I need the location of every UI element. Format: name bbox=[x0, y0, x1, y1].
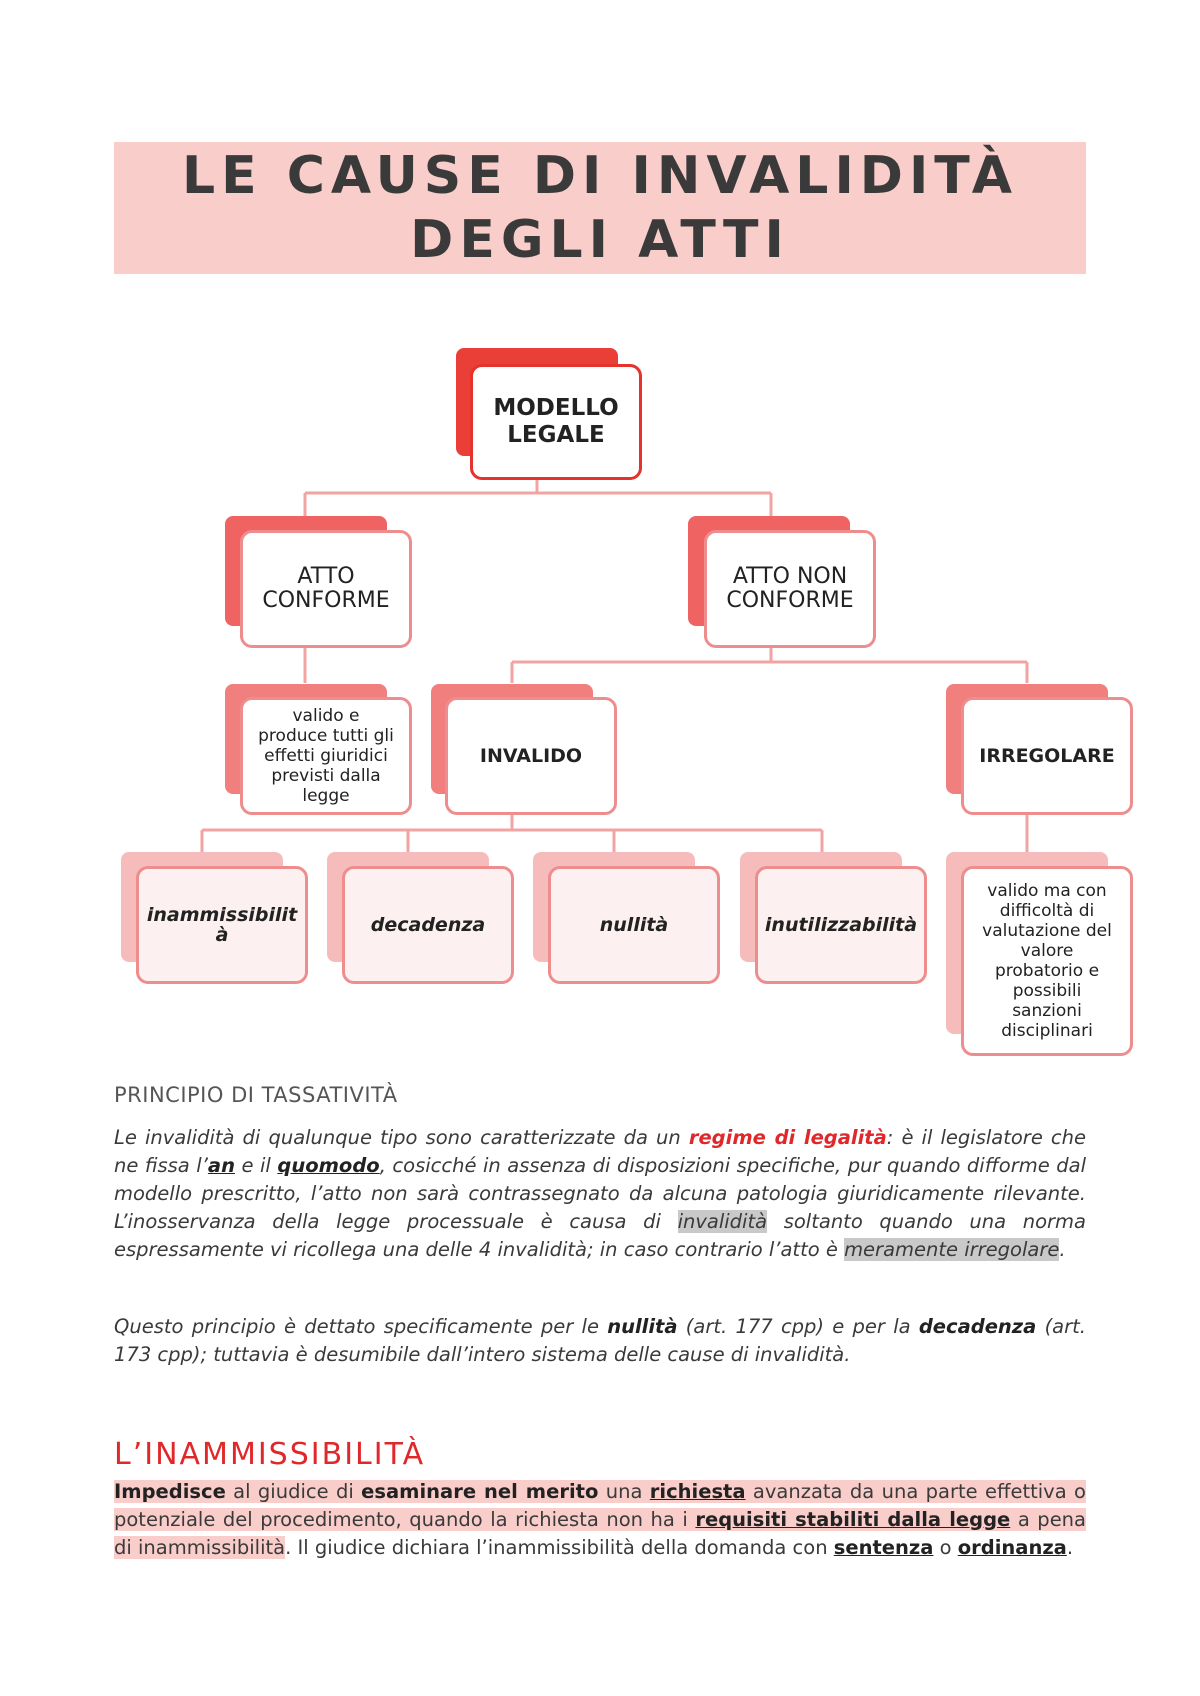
leaf-label: inutilizzabilità bbox=[764, 914, 918, 936]
emphasis-decadenza: decadenza bbox=[918, 1315, 1037, 1338]
paragraph-inammissibilita bbox=[114, 1478, 1086, 1562]
desc-line: sanzioni bbox=[1012, 1001, 1082, 1021]
text-run: o bbox=[933, 1536, 958, 1559]
paragraph-tassativita-2 bbox=[114, 1313, 1086, 1369]
invalido-node bbox=[445, 697, 617, 815]
desc-line: possibili bbox=[1012, 981, 1082, 1001]
modello-legale-node bbox=[470, 364, 642, 480]
page-title-line-2: DEGLI ATTI bbox=[410, 210, 790, 270]
section-heading-tassativita: PRINCIPIO DI TASSATIVITÀ bbox=[114, 1083, 398, 1107]
emphasis-an: an bbox=[207, 1154, 235, 1177]
node-label: INVALIDO bbox=[479, 745, 583, 767]
text-run: al giudice di bbox=[225, 1480, 362, 1503]
paragraph-tassativita-1 bbox=[114, 1124, 1086, 1264]
desc-line: valido e bbox=[292, 706, 360, 726]
leaf-label: decadenza bbox=[370, 914, 486, 936]
leaf-label: inammissibilit bbox=[146, 904, 298, 926]
text-run: Le invalidità di qualunque tipo sono caratterizzate da un bbox=[114, 1126, 689, 1149]
text-run: : è il legislatore che ne fissa l’ bbox=[114, 1126, 1086, 1177]
desc-line: valido ma con bbox=[987, 881, 1107, 901]
leaf-label: à bbox=[215, 924, 229, 946]
highlight-invalidita: invalidità bbox=[677, 1210, 768, 1233]
emphasis-requisiti-stabiliti: requisiti stabiliti dalla legge bbox=[695, 1508, 1011, 1531]
text-run: (art. 173 cpp); tuttavia è desumibile dall’intero sistema delle cause di invalidità. bbox=[114, 1315, 1086, 1366]
text-run: soltanto quando una norma espressamente vi ricollega una delle 4 invalidità; in caso contrario l’atto è bbox=[114, 1210, 1086, 1261]
desc-line: produce tutti gli bbox=[258, 726, 394, 746]
text-run: avanzata da una parte effettiva o potenziale del procedimento, quando la richiesta non ha i bbox=[114, 1480, 1086, 1531]
atto-conforme-description bbox=[240, 697, 412, 815]
section-heading-inammissibilita: L’INAMMISSIBILITÀ bbox=[114, 1437, 426, 1472]
emphasis-nullita: nullità bbox=[607, 1315, 678, 1338]
highlight-meramente-irregolare: meramente irregolare bbox=[844, 1238, 1060, 1261]
atto-conforme-node bbox=[240, 530, 412, 648]
irregolare-description bbox=[961, 866, 1133, 1056]
desc-line: valutazione del bbox=[982, 921, 1112, 941]
node-label: ATTO NON bbox=[732, 564, 848, 589]
emphasis-impedisce: Impedisce bbox=[114, 1480, 226, 1503]
desc-line: difficoltà di bbox=[999, 901, 1095, 921]
emphasis-sentenza: sentenza bbox=[833, 1536, 934, 1559]
text-run: e il bbox=[234, 1154, 278, 1177]
leaf-label: nullità bbox=[599, 914, 669, 936]
text-run: . Il giudice dichiara l’inammissibilità della domanda con bbox=[285, 1536, 834, 1559]
leaf-inammissibilita bbox=[136, 866, 308, 984]
desc-line: previsti dalla bbox=[271, 766, 381, 786]
emphasis-quomodo: quomodo bbox=[277, 1154, 380, 1177]
leaf-nullita bbox=[548, 866, 720, 984]
desc-line: effetti giuridici bbox=[264, 746, 388, 766]
node-label: ATTO bbox=[297, 564, 355, 589]
node-label: MODELLO bbox=[493, 395, 619, 421]
node-label: LEGALE bbox=[507, 422, 605, 448]
text-run: (art. 177 cpp) e per la bbox=[677, 1315, 919, 1338]
emphasis-esaminare-nel-merito: esaminare nel merito bbox=[361, 1480, 599, 1503]
irregolare-node bbox=[961, 697, 1133, 815]
node-label: IRREGOLARE bbox=[979, 745, 1115, 767]
node-label: CONFORME bbox=[262, 588, 390, 613]
desc-line: disciplinari bbox=[1001, 1021, 1093, 1041]
text-run: Questo principio è dettato specificamente per le bbox=[114, 1315, 608, 1338]
node-label: CONFORME bbox=[726, 588, 854, 613]
desc-line: legge bbox=[302, 786, 350, 806]
desc-line: valore bbox=[1020, 941, 1074, 961]
text-run: una bbox=[598, 1480, 650, 1503]
emphasis-richiesta: richiesta bbox=[649, 1480, 746, 1503]
leaf-decadenza bbox=[342, 866, 514, 984]
text-run: . bbox=[1066, 1536, 1074, 1559]
emphasis-regime-legalita: regime di legalità bbox=[688, 1126, 887, 1149]
atto-non-conforme-node bbox=[704, 530, 876, 648]
text-run: , cosicché in assenza di disposizioni specifiche, pur quando difforme dal modello prescritto, l’atto non sarà contrassegnato da alcuna patologia giuridicamente rilevante. L’inosservanza della legge processuale è causa di bbox=[114, 1154, 1086, 1233]
page-title-line-1: LE CAUSE DI INVALIDITÀ bbox=[182, 146, 1018, 206]
text-run: a pena di inammissibilità bbox=[114, 1508, 1086, 1559]
desc-line: probatorio e bbox=[994, 961, 1100, 981]
text-run: . bbox=[1059, 1238, 1066, 1261]
emphasis-ordinanza: ordinanza bbox=[957, 1536, 1067, 1559]
leaf-inutilizzabilita bbox=[755, 866, 927, 984]
